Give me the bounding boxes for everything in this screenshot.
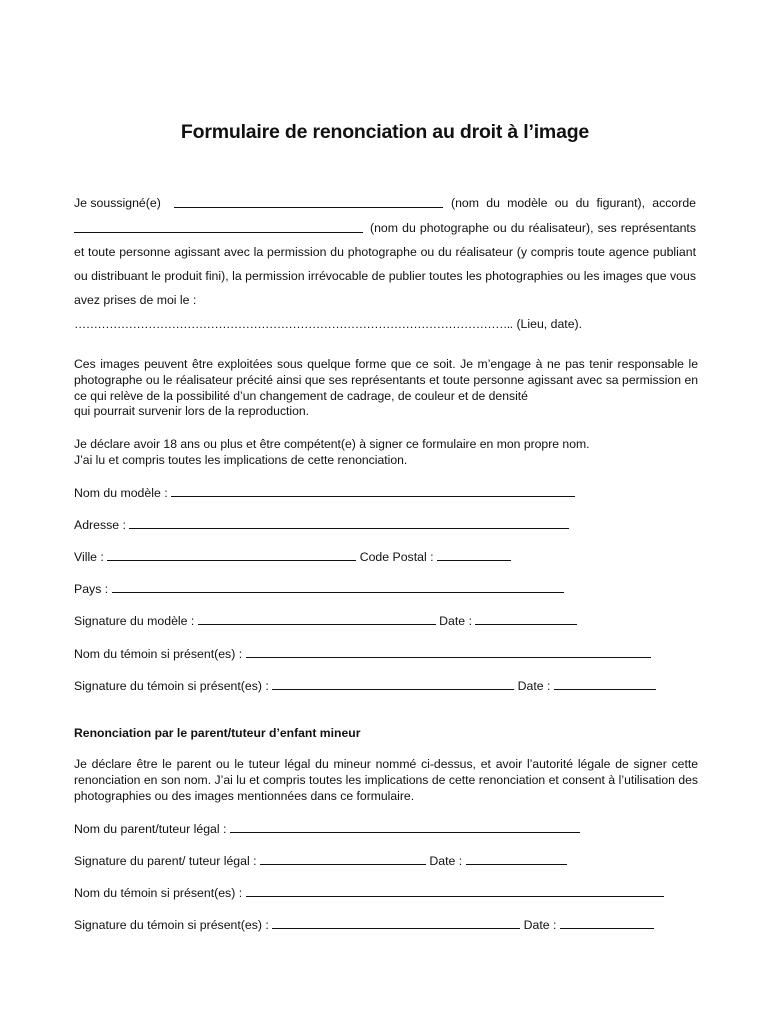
witness-name-field xyxy=(74,646,651,661)
minor-witness-name-label: Nom du témoin si présent(es) : xyxy=(74,886,243,900)
model-signature-field xyxy=(74,613,577,628)
guardian-date-input[interactable] xyxy=(466,853,567,865)
guardian-name-input[interactable] xyxy=(230,821,580,833)
photographer-name-blank[interactable] xyxy=(74,221,363,233)
model-name-blank[interactable] xyxy=(174,196,443,208)
form-title: Formulaire de renonciation au droit à l’image xyxy=(180,121,590,143)
country-input[interactable] xyxy=(112,581,564,593)
minor-witness-signature-field xyxy=(74,917,654,932)
minor-witness-name-input[interactable] xyxy=(246,885,664,897)
postal-code-label: Code Postal : xyxy=(359,550,434,564)
witness-date-input[interactable] xyxy=(554,678,656,690)
minor-witness-signature-label: Signature du témoin si présent(es) : xyxy=(74,918,269,932)
intro-line-3: et toute personne agissant avec la permission du photographe ou du réalisateur (y compris toute agence publiant xyxy=(74,245,696,259)
city-postal-field xyxy=(74,549,511,564)
minor-witness-name-field xyxy=(74,885,664,900)
minor-line: photographies ou des images mentionnées dans ce formulaire. xyxy=(74,788,415,803)
guardian-signature-label: Signature du parent/ tuteur légal : xyxy=(74,854,257,868)
place-date-dots[interactable]: …………………………………………………………………………………………………. xyxy=(74,317,510,331)
witness-signature-input[interactable] xyxy=(272,678,514,690)
usage-line: qui pourrait survenir lors de la reproduction. xyxy=(74,404,310,419)
minor-line: renonciation en son nom. J’ai lu et compris toutes les implications de cette renonciation et consent à l’utilisation des xyxy=(74,772,698,787)
minor-witness-signature-input[interactable] xyxy=(272,917,520,929)
witness-signature-field xyxy=(74,678,656,693)
intro-place-date-line xyxy=(74,317,582,331)
city-label: Ville : xyxy=(74,550,104,564)
guardian-name-label: Nom du parent/tuteur légal : xyxy=(74,822,227,836)
witness-name-input[interactable] xyxy=(246,646,651,658)
witness-date-label: Date : xyxy=(517,679,551,693)
intro-model-note: (nom du modèle ou du figurant), accorde xyxy=(451,196,696,210)
model-name-label: Nom du modèle : xyxy=(74,486,168,500)
guardian-signature-field xyxy=(74,853,567,868)
address-label: Adresse : xyxy=(74,518,126,532)
usage-line: ce qui relève de la possibilité d’un changement de cadrage, de couleur et de densité xyxy=(74,388,528,403)
place-date-label: . (Lieu, date). xyxy=(509,317,583,331)
usage-line: Ces images peuvent être exploitées sous quelque forme que ce soit. Je m’engage à ne pas tenir responsable le xyxy=(74,357,698,371)
intro-line-4: ou distribuant le produit fini), la permission irrévocable de publier toutes les photographies ou les images que vous xyxy=(74,269,696,283)
declaration-line: Je déclare avoir 18 ans ou plus et être compétent(e) à signer ce formulaire en mon propre nom. xyxy=(74,437,590,451)
usage-paragraph xyxy=(74,357,698,420)
model-signature-input[interactable] xyxy=(198,613,436,625)
model-date-label: Date : xyxy=(439,614,472,628)
country-field xyxy=(74,581,564,596)
city-input[interactable] xyxy=(107,549,356,561)
guardian-name-field xyxy=(74,821,580,836)
guardian-signature-input[interactable] xyxy=(260,853,426,865)
minor-section-heading: Renonciation par le parent/tuteur d’enfant mineur xyxy=(74,726,361,740)
minor-paragraph xyxy=(74,757,698,804)
country-label: Pays : xyxy=(74,582,109,596)
minor-line: Je déclare être le parent ou le tuteur légal du mineur nommé ci-dessus, et avoir l’autorité légale de signer cette xyxy=(74,757,698,771)
minor-witness-date-label: Date : xyxy=(523,918,557,932)
minor-witness-date-input[interactable] xyxy=(560,917,654,929)
witness-signature-label: Signature du témoin si présent(es) : xyxy=(74,679,269,693)
usage-line: photographe ou le réalisateur précité ainsi que ses représentants et toute personne agissant avec sa permission en xyxy=(74,372,698,387)
intro-line-1 xyxy=(74,196,696,210)
model-name-field xyxy=(74,485,575,500)
model-name-input[interactable] xyxy=(171,485,575,497)
model-date-input[interactable] xyxy=(475,613,577,625)
witness-name-label: Nom du témoin si présent(es) : xyxy=(74,647,243,661)
postal-code-input[interactable] xyxy=(437,549,511,561)
guardian-date-label: Date : xyxy=(429,854,463,868)
declaration-line: J’ai lu et compris toutes les implications de cette renonciation. xyxy=(74,452,408,467)
intro-subscriber-label: Je soussigné(e) xyxy=(74,196,161,210)
address-field xyxy=(74,517,569,532)
address-input[interactable] xyxy=(129,517,569,529)
model-signature-label: Signature du modèle : xyxy=(74,614,195,628)
declaration-paragraph xyxy=(74,437,698,469)
intro-photographer-note: (nom du photographe ou du réalisateur), ses représentants xyxy=(370,221,696,235)
intro-line-5: avez prises de moi le : xyxy=(74,293,197,307)
